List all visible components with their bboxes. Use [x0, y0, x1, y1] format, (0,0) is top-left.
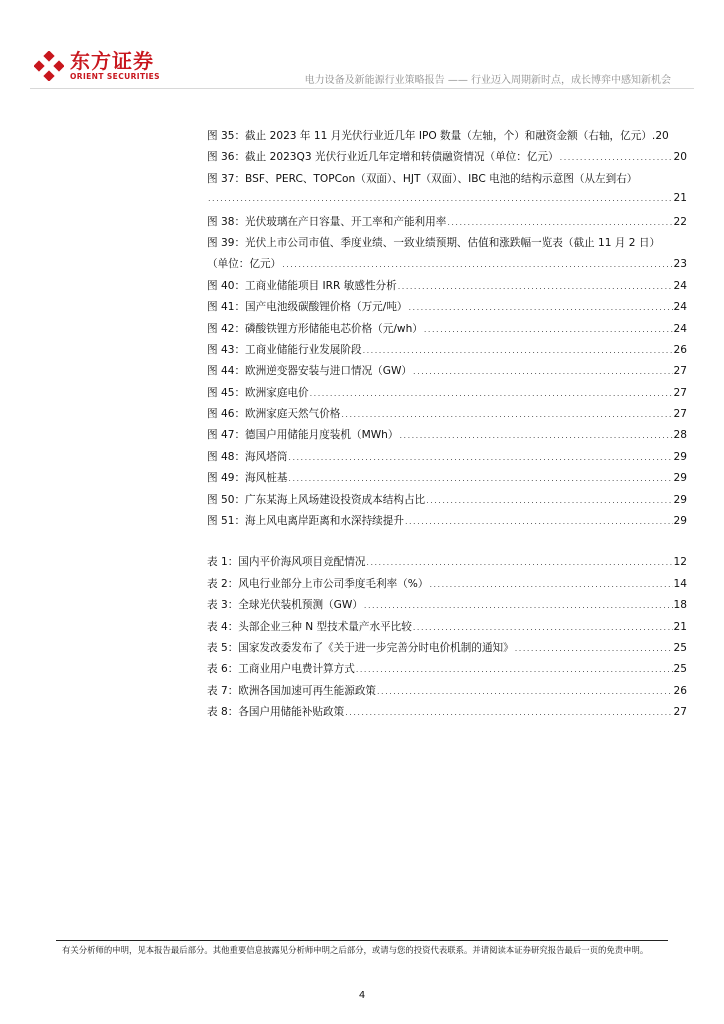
toc-leader-dots	[409, 303, 673, 312]
toc-entry-figure-51[interactable]	[207, 513, 687, 534]
toc-entry-figure-39[interactable]	[207, 235, 687, 256]
toc-leader-dots	[377, 687, 673, 696]
toc-entry-page: 25	[673, 641, 687, 654]
toc-entry-figure-36[interactable]	[207, 149, 687, 170]
toc-leader-dots	[310, 389, 673, 398]
toc-entry-label: 图 40：工商业储能项目 IRR 敏感性分析	[207, 279, 397, 292]
toc-entry-figure-46[interactable]	[207, 406, 687, 427]
toc-entry-label: 表 5：国家发改委发布了《关于进一步完善分时电价机制的通知》	[207, 641, 514, 654]
toc-entry-label: 表 3：全球光伏装机预测（GW）	[207, 599, 363, 612]
toc-leader-dots	[356, 665, 673, 674]
toc-entry-table-4[interactable]	[207, 619, 687, 640]
toc-leader-dots	[515, 644, 673, 653]
toc-leader-dots	[426, 496, 672, 505]
toc-entry-label: 表 4：头部企业三种 N 型技术量产水平比较	[207, 620, 412, 633]
toc-entry-label: 图 39：光伏上市公司市值、季度业绩、一致业绩预期、估值和涨跌幅一览表（截止 11 月 2 日）	[207, 236, 661, 249]
logo-mark-icon	[34, 51, 64, 81]
toc-entry-figure-41[interactable]	[207, 299, 687, 320]
table-list	[207, 554, 687, 725]
page-number: 4	[358, 990, 366, 1001]
toc-entry-table-6[interactable]	[207, 661, 687, 682]
toc-entry-label: 图 35：截止 2023 年 11 月光伏行业近几年 IPO 数量（左轴，个）和融资金额（右轴，亿元）.	[207, 130, 656, 142]
toc-entry-label: 表 7：欧洲各国加速可再生能源政策	[207, 684, 377, 697]
toc-entry-label: 图 37：BSF、PERC、TOPCon（双面）、HJT（双面）、IBC 电池的结构示意图（从左到右）	[207, 172, 638, 185]
toc-entry-table-2[interactable]	[207, 576, 687, 597]
toc-entry-page: 24	[673, 279, 687, 292]
toc-entry-page: 27	[673, 386, 687, 399]
toc-entry-page: 26	[673, 343, 687, 356]
toc-entry-page: 27	[673, 408, 687, 421]
toc-entry-figure-45[interactable]	[207, 385, 687, 406]
toc-entry-figure-40[interactable]	[207, 278, 687, 299]
toc-entry-figure-42[interactable]	[207, 321, 687, 342]
toc-entry-figure-50[interactable]	[207, 492, 687, 513]
toc-entry-figure-35[interactable]	[207, 128, 687, 149]
toc-entry-page: 24	[673, 322, 687, 335]
toc-entry-table-1[interactable]	[207, 554, 687, 575]
toc-leader-dots	[341, 410, 672, 419]
toc-entry-page: 29	[673, 472, 687, 485]
figure-list	[207, 128, 687, 534]
toc-entry-label: 表 6：工商业用户电费计算方式	[207, 663, 355, 676]
toc-entry-figure-47[interactable]	[207, 427, 687, 448]
toc-entry-figure-49[interactable]	[207, 470, 687, 491]
toc-entry-label: 图 41：国产电池级碳酸锂价格（万元/吨）	[207, 301, 408, 314]
toc-entry-label: 图 45：欧洲家庭电价	[207, 386, 309, 399]
toc-entry-label: 图 38：光伏玻璃在产日容量、开工率和产能利用率	[207, 215, 447, 228]
toc-entry-page: 18	[673, 599, 687, 612]
toc-entry-label-cont: （单位：亿元）	[207, 258, 282, 271]
page-header	[0, 0, 724, 100]
toc-leader-dots	[429, 580, 672, 589]
toc-leader-dots	[363, 346, 673, 355]
toc-entry-page: 25	[673, 663, 687, 676]
brand-name-en: ORIENT SECURITIES	[70, 72, 160, 81]
toc-leader-dots	[398, 282, 673, 291]
toc-entry-figure-37-cont[interactable]	[207, 192, 687, 213]
toc-leader-dots	[405, 517, 673, 526]
toc-entry-page: 14	[673, 577, 687, 590]
toc-entry-page: 24	[673, 301, 687, 314]
toc-entry-label: 表 2：风电行业部分上市公司季度毛利率（%）	[207, 577, 429, 590]
toc-leader-dots	[364, 601, 673, 610]
toc-entry-label: 图 46：欧洲家庭天然气价格	[207, 408, 341, 421]
toc-entry-page: 27	[673, 365, 687, 378]
toc-leader-dots	[413, 367, 672, 376]
toc-entry-page: 29	[673, 515, 687, 528]
toc-leader-dots	[447, 218, 672, 227]
toc-entry-label: 图 43：工商业储能行业发展阶段	[207, 343, 362, 356]
footer-divider	[56, 940, 668, 941]
toc-entry-label: 图 50：广东某海上风场建设投资成本结构占比	[207, 493, 426, 506]
toc-entry-table-3[interactable]	[207, 597, 687, 618]
toc-entry-table-5[interactable]	[207, 640, 687, 661]
toc-entry-page: 22	[673, 215, 687, 228]
toc-entry-label: 图 47：德国户用储能月度装机（MWh）	[207, 429, 399, 442]
toc-entry-figure-38[interactable]	[207, 214, 687, 235]
toc-leader-dots	[208, 194, 673, 203]
toc-entry-label: 表 8：各国户用储能补贴政策	[207, 706, 345, 719]
toc-leader-dots	[400, 431, 673, 440]
toc-leader-dots	[345, 708, 672, 717]
orient-securities-logo	[34, 50, 160, 81]
toc-entry-label: 图 49：海风桩基	[207, 472, 288, 485]
toc-entry-table-8[interactable]	[207, 704, 687, 725]
toc-entry-table-7[interactable]	[207, 683, 687, 704]
toc-leader-dots	[282, 260, 672, 269]
section-gap	[207, 534, 687, 554]
toc-entry-figure-48[interactable]	[207, 449, 687, 470]
toc-leader-dots	[288, 474, 672, 483]
toc-entry-label: 图 51：海上风电离岸距离和水深持续提升	[207, 515, 404, 528]
toc-entry-label: 图 36：截止 2023Q3 光伏行业近几年定增和转债融资情况（单位：亿元）	[207, 151, 559, 164]
toc-entry-page: 12	[673, 556, 687, 569]
toc-leader-dots	[288, 453, 672, 462]
toc-entry-figure-43[interactable]	[207, 342, 687, 363]
toc-entry-page: 29	[673, 493, 687, 506]
footer-disclaimer: 有关分析师的申明，见本报告最后部分。其他重要信息披露见分析师申明之后部分，或请与您的投资代表联系。并请阅读本证券研究报告最后一页的免责申明。	[62, 945, 649, 955]
report-title: 电力设备及新能源行业策略报告 —— 行业迈入周期新时点，成长博弈中感知新机会	[304, 75, 671, 86]
toc-leader-dots	[413, 623, 673, 632]
toc-entry-page: 27	[673, 706, 687, 719]
toc-leader-dots	[560, 153, 673, 162]
toc-entry-page: 26	[673, 684, 687, 697]
table-of-contents	[207, 128, 687, 726]
toc-entry-label: 图 44：欧洲逆变器安装与进口情况（GW）	[207, 365, 413, 378]
toc-entry-figure-44[interactable]	[207, 363, 687, 384]
toc-entry-label: 图 42：磷酸铁锂方形储能电芯价格（元/wh）	[207, 322, 423, 335]
toc-entry-page: 20	[655, 130, 669, 142]
toc-entry-page: 21	[673, 192, 687, 205]
toc-entry-page: 28	[673, 429, 687, 442]
header-divider	[30, 88, 694, 89]
brand-name-cn: 东方证券	[70, 49, 154, 73]
toc-entry-page: 21	[673, 620, 687, 633]
toc-entry-figure-39-cont[interactable]	[207, 256, 687, 277]
toc-entry-figure-37[interactable]	[207, 171, 687, 192]
toc-entry-page: 29	[673, 450, 687, 463]
toc-entry-page: 23	[673, 258, 687, 271]
toc-entry-page: 20	[673, 151, 687, 164]
toc-entry-label: 图 48：海风塔筒	[207, 450, 288, 463]
toc-leader-dots	[366, 558, 672, 567]
toc-leader-dots	[424, 325, 673, 334]
toc-entry-label: 表 1：国内平价海风项目竞配情况	[207, 556, 366, 569]
